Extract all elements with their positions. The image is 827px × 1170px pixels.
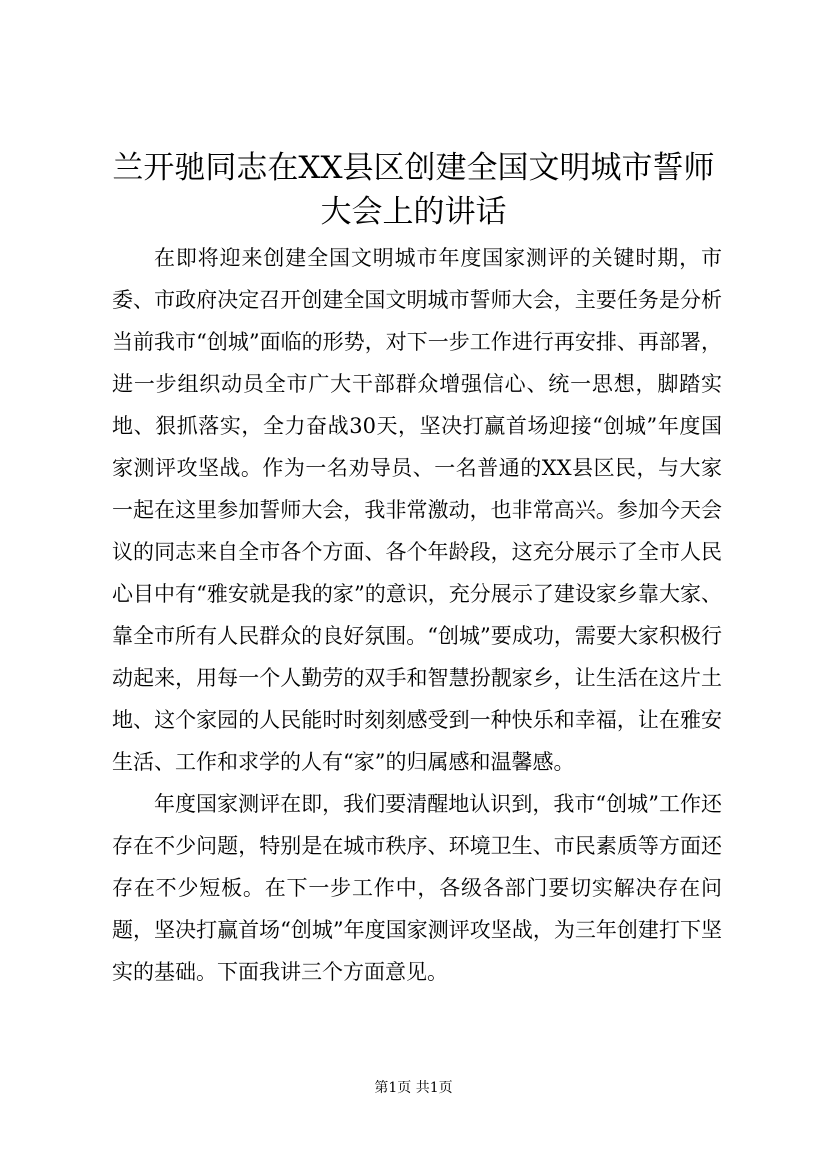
paragraph-1: 在即将迎来创建全国文明城市年度国家测评的关键时期，市委、市政府决定召开创建全国文明城市誓师大会，主要任务是分析当前我市“创城”面临的形势，对下一步工作进行再安排、再部署，进一步组织动员全市广大干部群众增强信心、统一思想，脚踏实地、狠抓落实，全力奋战30天，坚决打赢首场迎接“创城”年度国家测评攻坚战。作为一名劝导员、一名普通的XX县区民，与大家一起在这里参加誓师大会，我非常激动，也非常高兴。参加今天会议的同志来自全市各个方面、各个年龄段，这充分展示了全市人民心目中有“雅安就是我的家”的意识，充分展示了建设家乡靠大家、靠全市所有人民群众的良好氛围。“创城”要成功，需要大家积极行动起来，用每一个人勤劳的双手和智慧扮靓家乡，让生活在这片土地、这个家园的人民能时时刻刻感受到一种快乐和幸福，让在雅安生活、工作和求学的人有“家”的归属感和温馨感。 <box>112 246 722 774</box>
paragraph-2: 年度国家测评在即，我们要清醒地认识到，我市“创城”工作还存在不少问题，特别是在城市秩序、环境卫生、市民素质等方面还存在不少短板。在下一步工作中，各级各部门要切实解决存在问题，坚决打赢首场“创城”年度国家测评攻坚战，为三年创建打下坚实的基础。下面我讲三个方面意见。 <box>112 792 722 984</box>
title-line-1: 兰开驰同志在XX县区创建全国文明城市誓师 <box>112 150 715 186</box>
document-body <box>112 237 722 993</box>
title-line-2: 大会上的讲话 <box>320 194 507 230</box>
document-title <box>100 146 727 234</box>
page-footer: 第1页 共1页 <box>374 1080 453 1096</box>
